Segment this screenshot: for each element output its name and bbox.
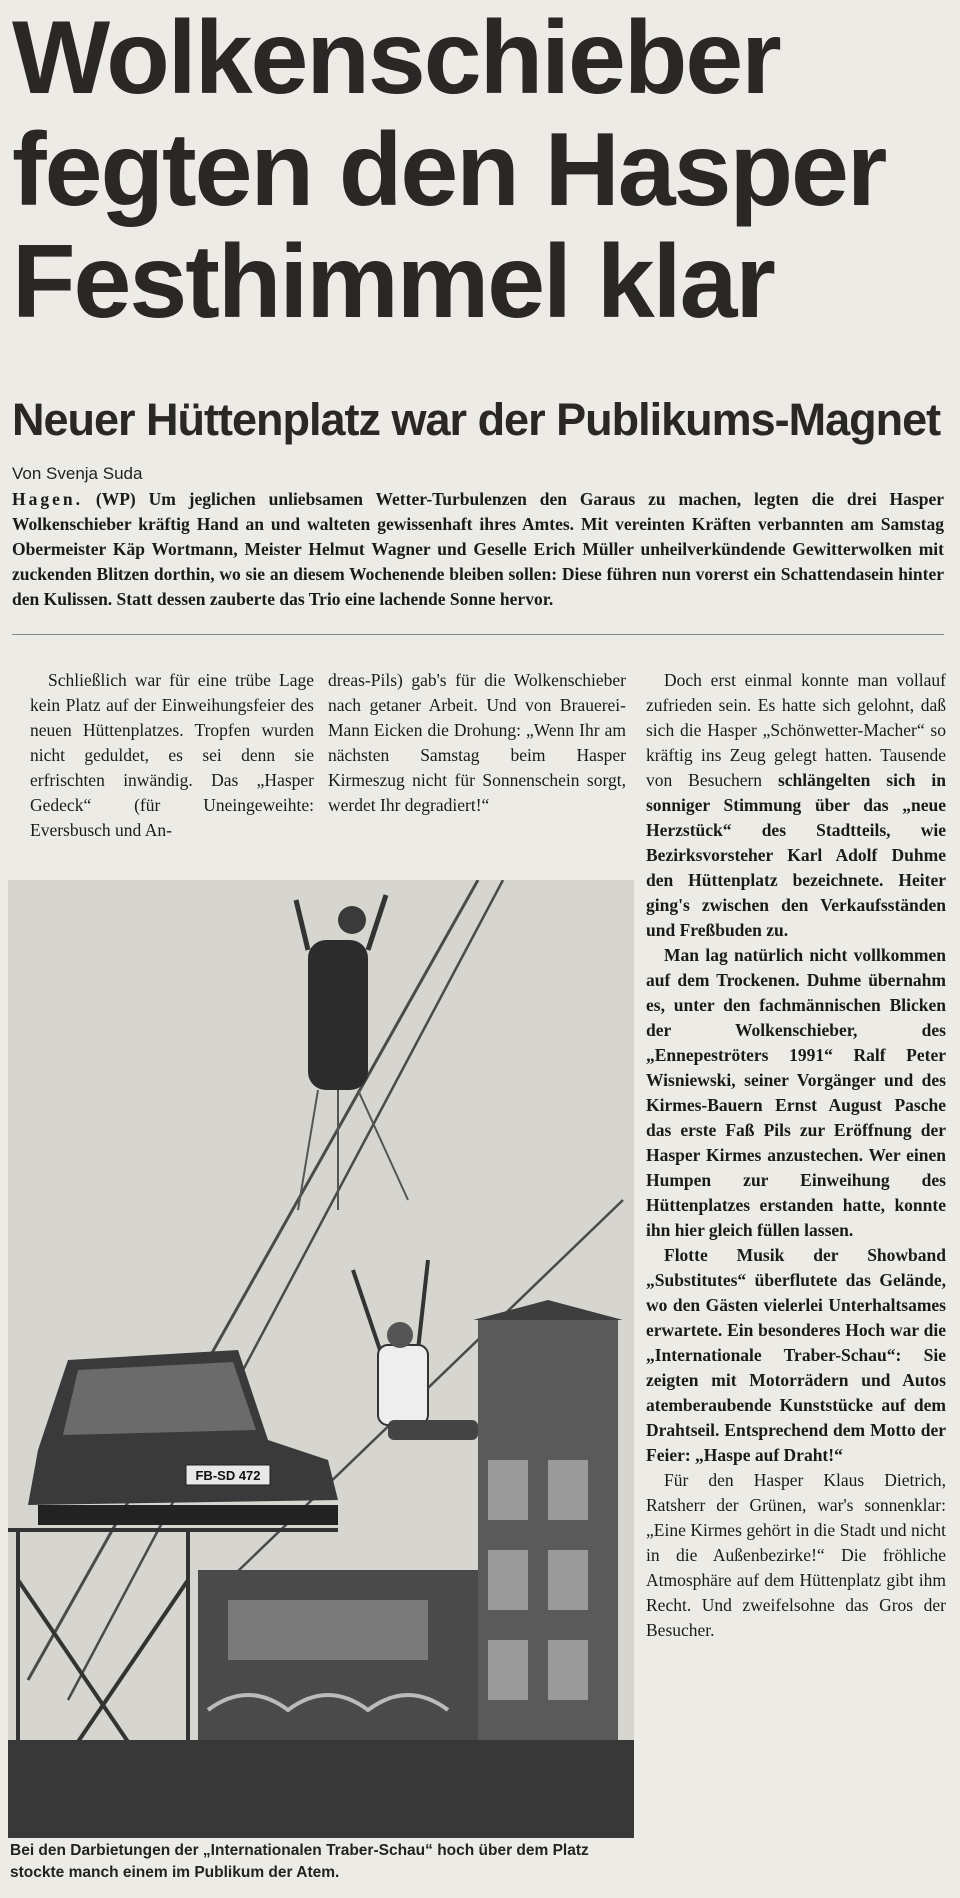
headline-line-2: fegten den Hasper <box>12 112 886 228</box>
column-1-paragraph: Schließlich war für eine trübe Lage kein Platz auf der Einweihungsfeier des neuen Hüttenplatzes. Tropfen wurden nicht geduldet, es sei denn sie erfrischten inwändig. Das „Hasper Gedeck“ (für Uneingeweihte: Eversbusch und An- <box>30 670 314 840</box>
lead-paragraph <box>12 487 944 612</box>
lead-divider <box>12 634 944 635</box>
column-3-paragraph-1-b: schlängelten sich in sonniger Stimmung über das „neue Herzstück“ des Stadtteils, wie Bezirksvorsteher Karl Adolf Duhme den Hüttenplatz bezeichnete. Heiter ging's zwischen den Verkaufsständen und Freßbuden zu. <box>646 770 946 940</box>
column-3-paragraph-3: Flotte Musik der Showband „Substitutes“ überflutete das Gelände, wo den Gästen vielerlei Unterhaltsames erwartete. Ein besonderes Hoch war die „Internationale Traber-Schau“: Sie zeigten mit Motorrädern und Autos atemberaubende Kunststücke auf dem Drahtseil. Entsprechend dem Motto der Feier: „Haspe auf Draht!“ <box>646 1245 946 1465</box>
column-3-paragraph-1 <box>646 668 946 943</box>
photo-illustration <box>8 880 634 1838</box>
column-3-paragraph-1-a: Doch erst einmal konnte man vollauf zufrieden sein. Es hatte sich gelohnt, daß sich die Hasper „Schönwetter-Macher“ so kräftig ins Zeug gelegt hatten. Tausende von Besuchern <box>646 670 946 790</box>
subheadline: Neuer Hüttenplatz war der Publikums-Magnet <box>12 394 941 445</box>
column-3-paragraph-4: Für den Hasper Klaus Dietrich, Ratsherr der Grünen, war's sonnenklar: „Eine Kirmes gehört in die Stadt und nicht in die Außenbezirke!“ Die fröhliche Atmosphäre auf dem Hüttenplatz gibt ihm Recht. Und zweifelsohne das Gros der Besucher. <box>646 1470 946 1640</box>
article-column-2 <box>328 668 626 818</box>
article-photo <box>8 880 634 1838</box>
article-column-3 <box>646 668 946 1643</box>
headline-line-1: Wolkenschieber <box>12 0 780 116</box>
lead-text: (WP) Um jeglichen unliebsamen Wetter-Turbulenzen den Garaus zu machen, legten die drei Hasper Wolkenschieber kräftig Hand an und walteten gewissenhaft ihres Amtes. Mit vereinten Kräften verbannten am Samstag Obermeister Käp Wortmann, Meister Helmut Wagner und Geselle Erich Müller unheilverkündende Gewitterwolken mit zuckenden Blitzen dorthin, wo sie an diesem Wochenende bleiben sollen: Diese führen nun vorerst ein Schattendasein hinter den Kulissen. Statt dessen zauberte das Trio eine lachende Sonne hervor. <box>12 489 944 609</box>
column-3-paragraph-2: Man lag natürlich nicht vollkommen auf dem Trockenen. Duhme übernahm es, unter den fachmännischen Blicken der Wolkenschieber, des „Ennepeströters 1991“ Ralf Peter Wisniewski, seiner Vorgänger und des Kirmes-Bauern Ernst August Pasche das erste Faß Pils zur Eröffnung der Hasper Kirmes anzustechen. Wer einen Humpen zur Einweihung des Hüttenplatzes erstanden hatte, konnte ihn hier gleich füllen lassen. <box>646 945 946 1240</box>
headline-line-3: Festhimmel klar <box>12 224 774 340</box>
car-license-plate: FB-SD 472 <box>195 1468 261 1483</box>
article-column-1 <box>30 668 314 843</box>
photo-caption: Bei den Darbietungen der „Internationalen Traber-Schau“ hoch über dem Platz stockte manch einem im Publikum der Atem. <box>10 1842 589 1881</box>
headline <box>12 2 952 338</box>
byline: Von Svenja Suda <box>12 464 143 483</box>
column-2-paragraph: dreas-Pils) gab's für die Wolkenschieber nach getaner Arbeit. Und von Brauerei-Mann Eicken die Drohung: „Wenn Ihr am nächsten Samstag beim Hasper Kirmeszug nicht für Sonnenschein sorgt, werdet Ihr degradiert!“ <box>328 670 626 815</box>
dateline: Hagen. <box>12 489 83 509</box>
